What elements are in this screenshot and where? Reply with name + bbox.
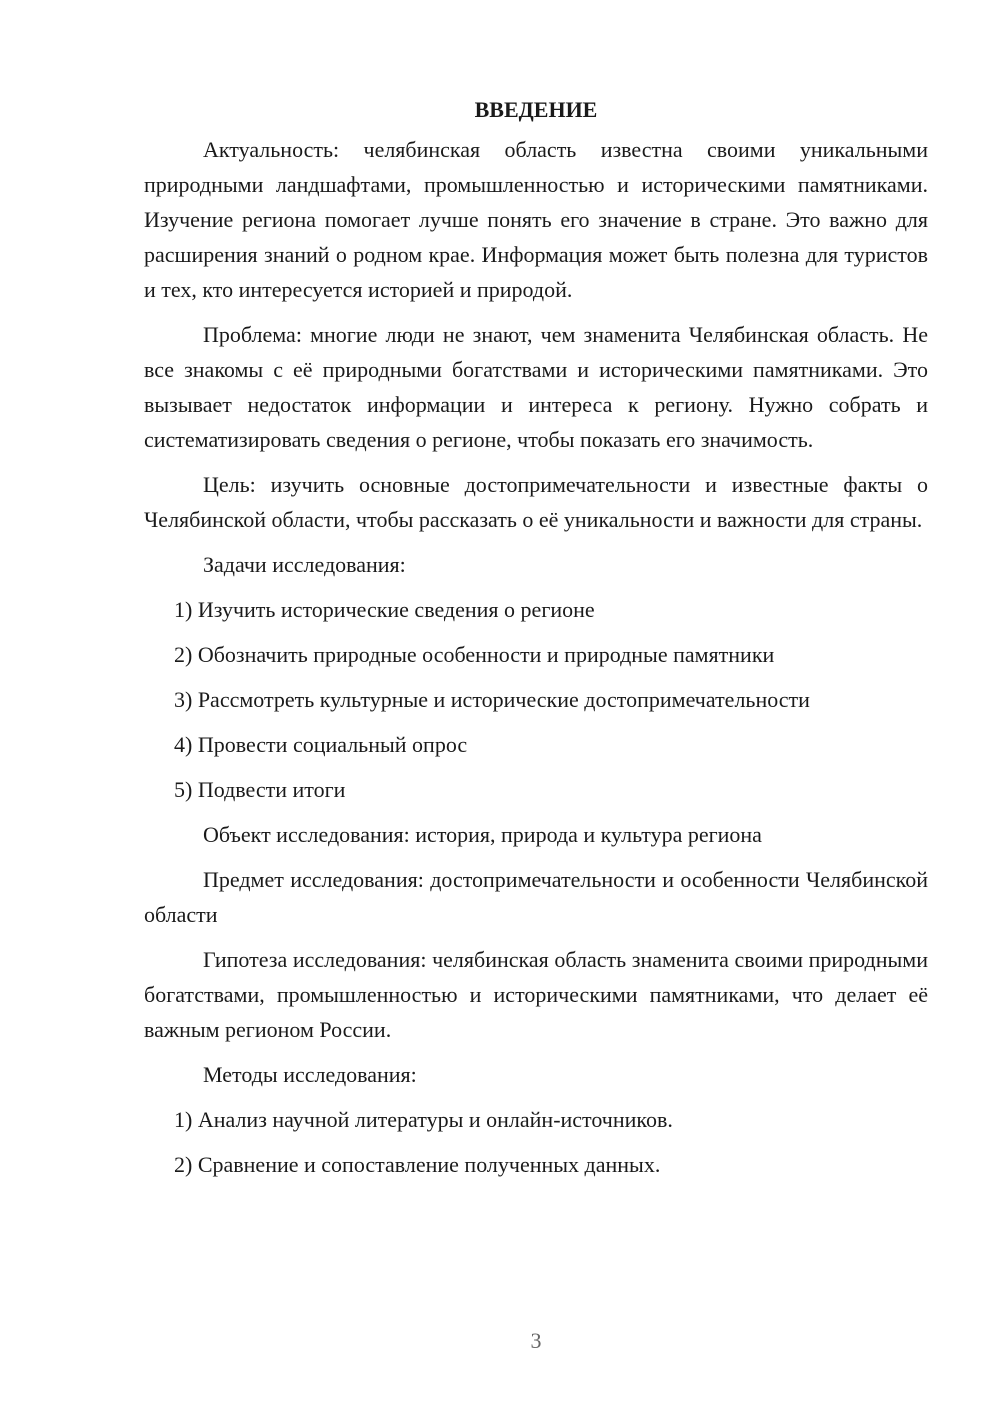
methods-heading: Методы исследования: xyxy=(203,1062,417,1087)
list-item: 2) Обозначить природные особенности и природные памятники xyxy=(174,642,775,667)
object-paragraph: Объект исследования: история, природа и культура региона xyxy=(203,822,762,847)
page-title: ВВЕДЕНИЕ xyxy=(474,97,598,122)
list-item: 3) Рассмотреть культурные и исторические достопримечательности xyxy=(174,687,810,712)
list-item: 1) Изучить исторические сведения о регионе xyxy=(174,597,595,622)
hypothesis-paragraph: Гипотеза исследования: челябинская область знаменита своими природными богатствами, промышленностью и историческими памятниками, что делает её важным регионом России. xyxy=(144,947,928,1042)
methods-list xyxy=(144,1102,928,1182)
page-number: 3 xyxy=(530,1328,542,1353)
document-page xyxy=(144,92,928,1192)
tasks-heading: Задачи исследования: xyxy=(203,552,406,577)
list-item: 1) Анализ научной литературы и онлайн-источников. xyxy=(174,1107,673,1132)
problem-paragraph: Проблема: многие люди не знают, чем знаменита Челябинская область. Не все знакомы с её природными богатствами и историческими памятниками. Это вызывает недостаток информации и интереса к региону. Нужно собрать и систематизировать сведения о регионе, чтобы показать его значимость. xyxy=(144,322,928,452)
list-item: 2) Сравнение и сопоставление полученных данных. xyxy=(174,1152,661,1177)
relevance-paragraph: Актуальность: челябинская область известна своими уникальными природными ландшафтами, промышленностью и историческими памятниками. Изучение региона помогает лучше понять его значение в стране. Это важно для расширения знаний о родном крае. Информация может быть полезна для туристов и тех, кто интересуется историей и природой. xyxy=(144,137,928,302)
subject-paragraph: Предмет исследования: достопримечательности и особенности Челябинской области xyxy=(144,867,928,927)
list-item: 4) Провести социальный опрос xyxy=(174,732,468,757)
goal-paragraph: Цель: изучить основные достопримечательности и известные факты о Челябинской области, чтобы рассказать о её уникальности и важности для страны. xyxy=(144,472,928,532)
list-item: 5) Подвести итоги xyxy=(174,777,346,802)
tasks-list xyxy=(144,592,928,807)
